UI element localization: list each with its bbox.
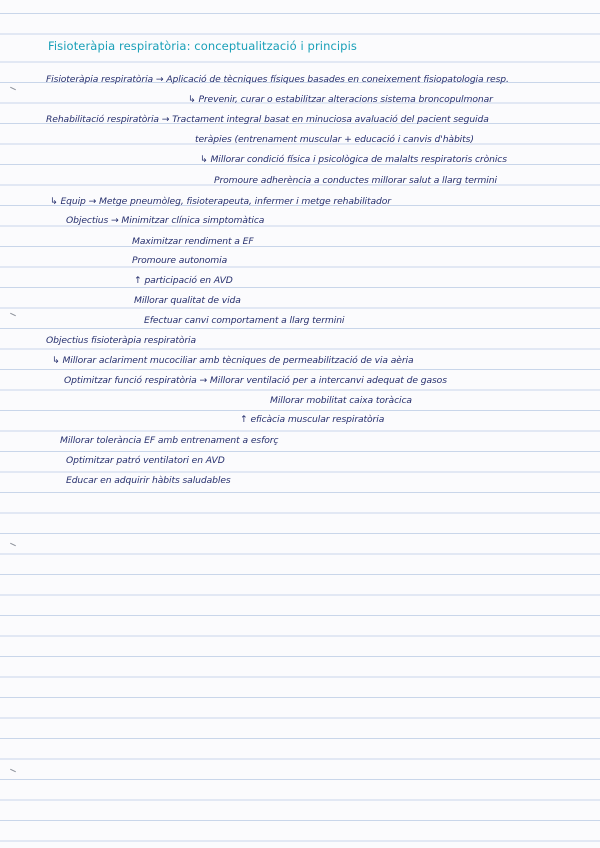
note-line: Optimitzar patró ventilatori en AVD [66,455,225,466]
note-line: Fisioteràpia respiratòria → Aplicació de tècniques físiques basades en coneixement fisiopatologia resp. [46,74,509,85]
note-line: ↳ Millorar condició física i psicològica de malalts respiratoris crònics [200,154,507,165]
note-line: Efectuar canvi comportament a llarg termini [144,315,345,326]
margin-mark [10,87,16,90]
note-line: Objectius fisioteràpia respiratòria [46,335,197,346]
margin-mark [10,769,16,772]
note-line: Millorar mobilitat caixa toràcica [270,395,412,406]
note-line: ↑ participació en AVD [134,275,233,286]
note-line: teràpies (entrenament muscular + educació i canvis d'hàbits) [195,134,474,145]
note-line: Rehabilitació respiratòria → Tractament integral basat en minuciosa avaluació del pacient seguida [46,114,489,125]
note-line: Millorar tolerància EF amb entrenament a esforç [60,435,279,446]
note-line: Educar en adquirir hàbits saludables [66,475,231,486]
page-title: Fisioteràpia respiratòria: conceptualització i principis [48,39,357,53]
note-line: ↳ Millorar aclariment mucociliar amb tècniques de permeabilització de via aèria [52,355,414,366]
note-line: Maximitzar rendiment a EF [132,236,254,247]
margin-mark [10,543,16,546]
note-line: Optimitzar funció respiratòria → Millorar ventilació per a intercanvi adequat de gasos [64,375,447,386]
note-line: Millorar qualitat de vida [134,295,241,306]
note-line: Promoure adherència a conductes millorar salut a llarg termini [214,175,497,186]
note-line: Promoure autonomia [132,255,228,266]
note-line: ↳ Equip → Metge pneumòleg, fisioterapeuta, infermer i metge rehabilitador [50,196,391,207]
margin-mark [10,313,16,316]
note-line: ↑ eficàcia muscular respiratòria [240,414,385,425]
note-line: Objectius → Minimitzar clínica simptomàtica [66,215,265,226]
note-line: ↳ Prevenir, curar o estabilitzar alteracions sistema broncopulmonar [188,94,493,105]
